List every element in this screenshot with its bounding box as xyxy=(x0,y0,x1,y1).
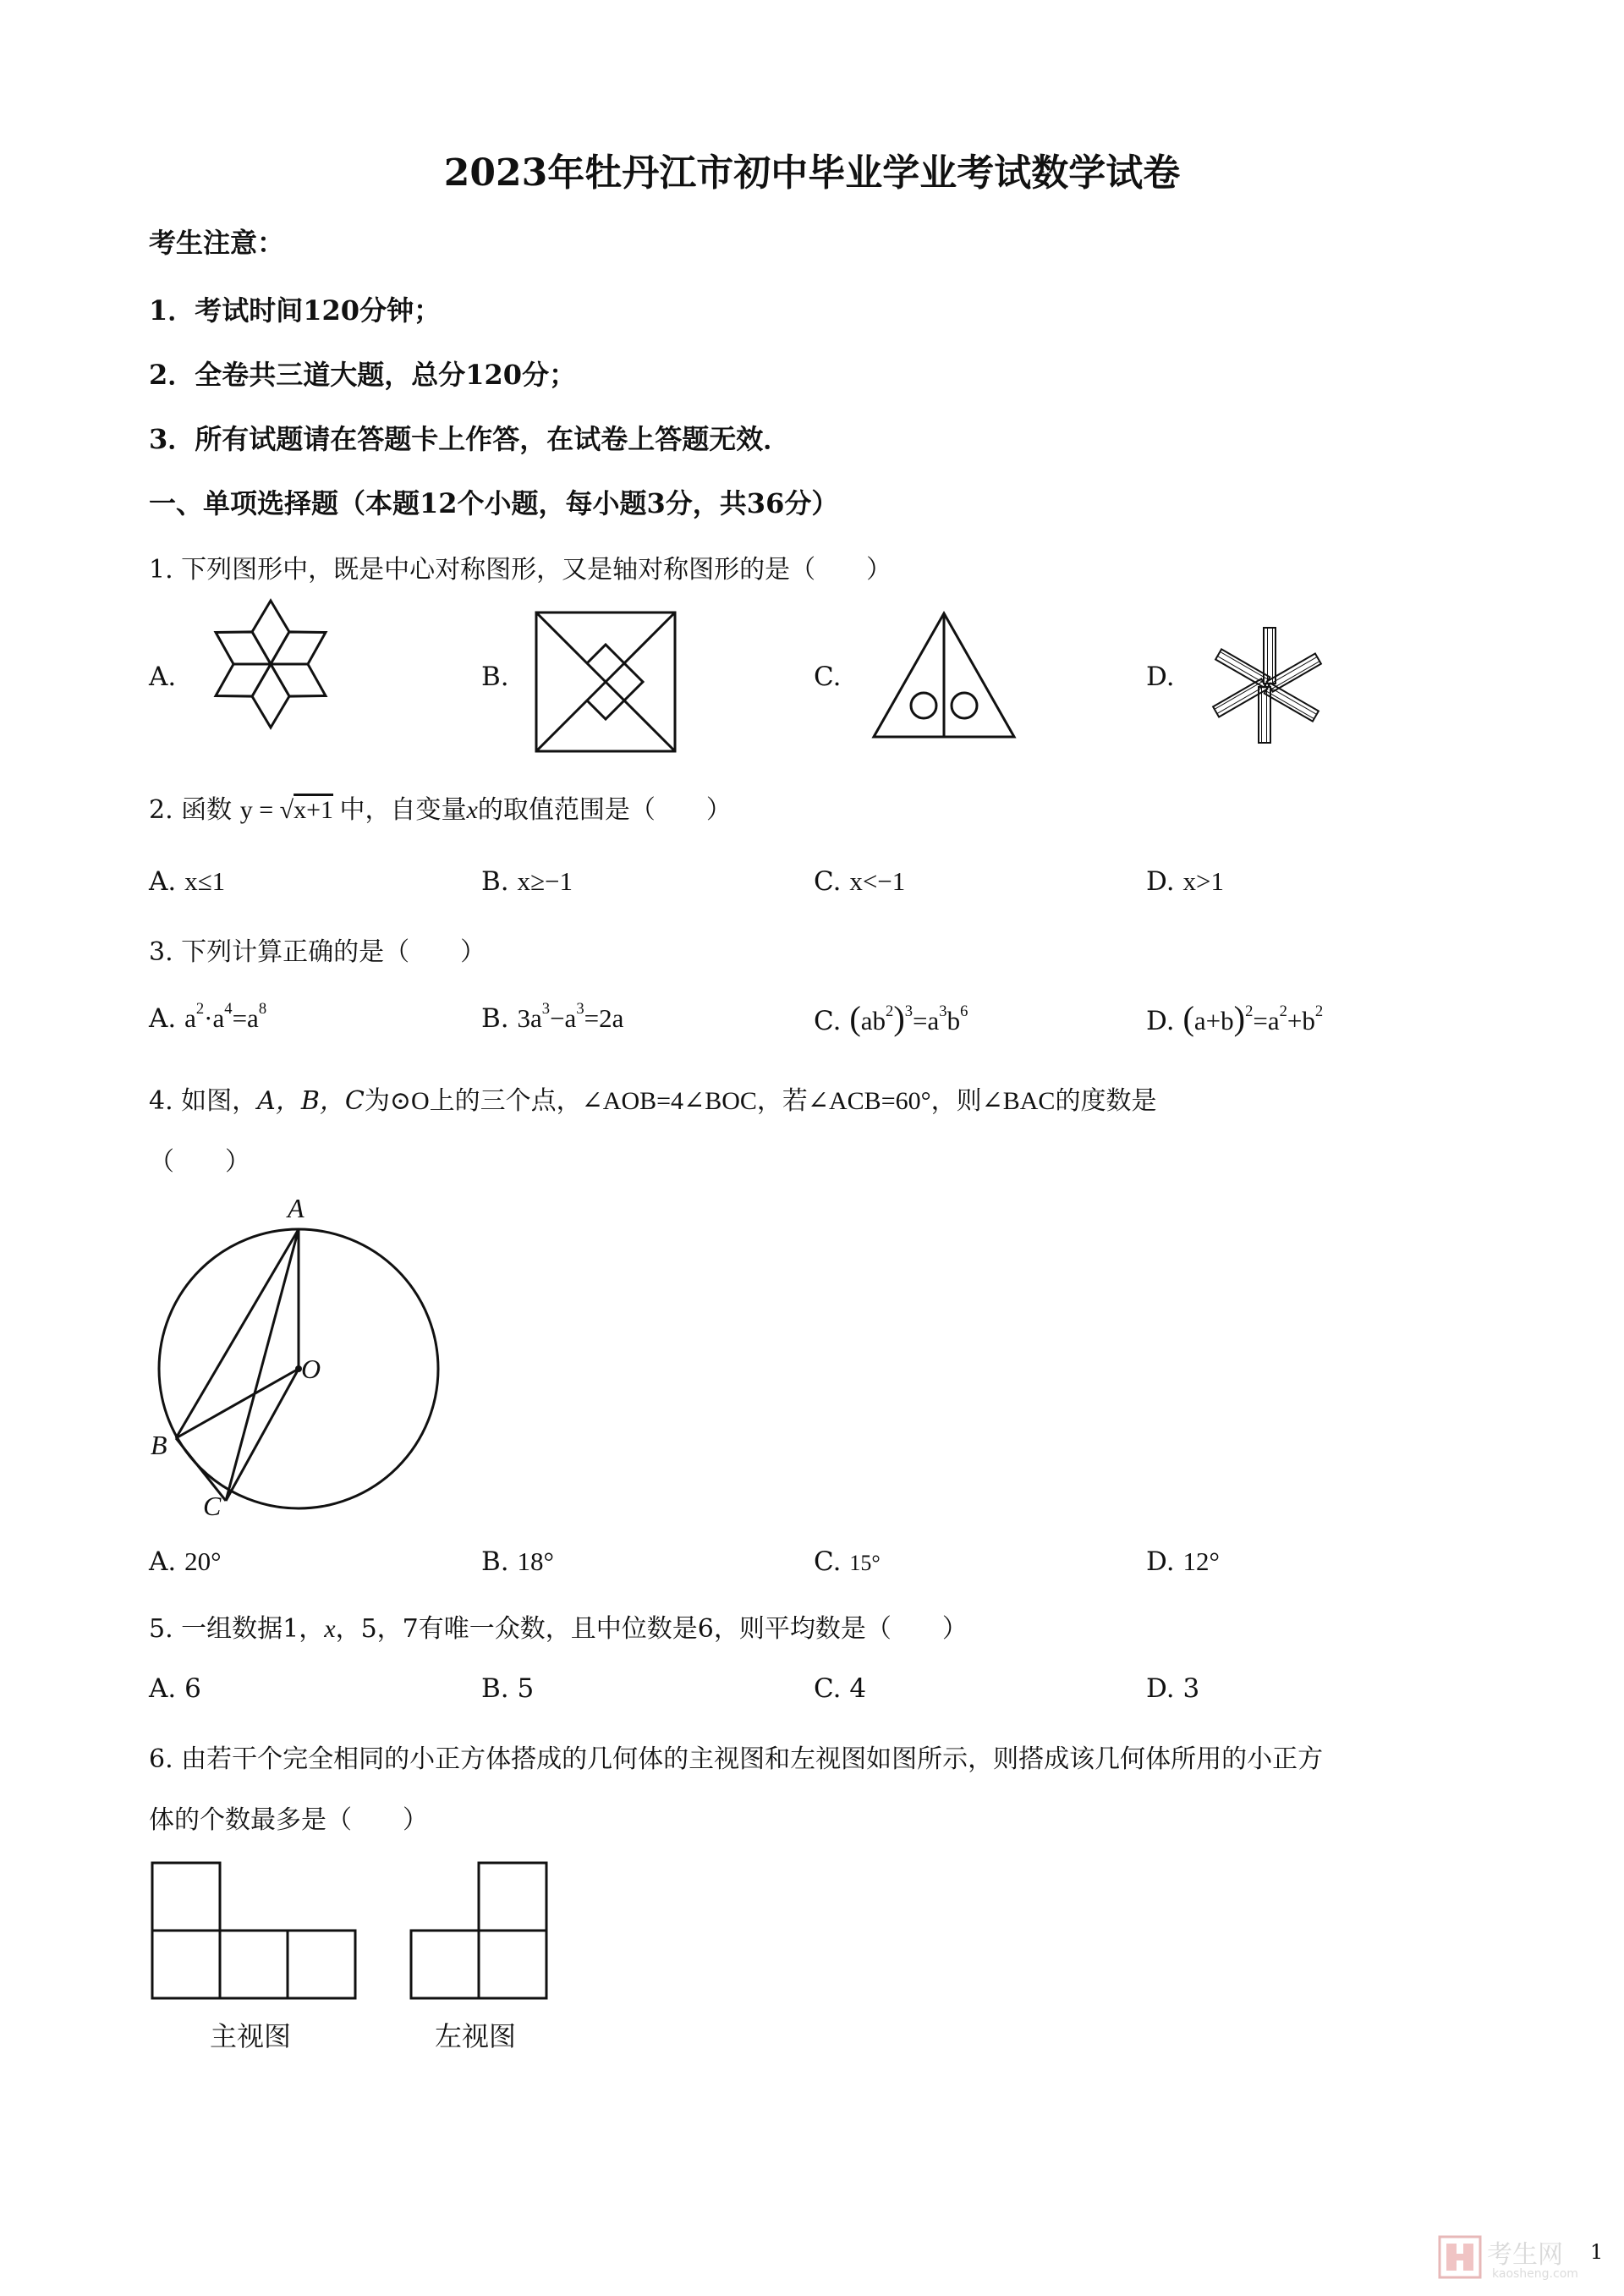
page-number: 1 xyxy=(1590,2240,1604,2264)
watermark-brand: 考生网 xyxy=(1487,2240,1563,2270)
watermark-site: kaosheng.com xyxy=(1492,2267,1578,2281)
q3-option-c: C. $(ab^2)^3=a^3b^6$ xyxy=(814,999,968,1037)
q4-option-c: C. 15° xyxy=(814,1546,881,1577)
notice-heading: 考生注意： xyxy=(149,227,285,259)
q1-stem: 1. 下列图形中，既是中心对称图形，又是轴对称图形的是（ ） xyxy=(149,555,892,585)
q1-label-c: C. xyxy=(814,662,842,692)
q3-option-b: B. $3a^3-a^3=2a$ xyxy=(481,1000,624,1034)
q4-label-b: B xyxy=(151,1430,167,1460)
q5-option-b: B. 5 xyxy=(481,1673,535,1704)
q2-formula-radicand: x+1 xyxy=(294,796,334,824)
exam-title: 2023年牡丹江市初中毕业学业考试数学试卷 xyxy=(443,151,1181,195)
q4-label-a: A xyxy=(288,1193,304,1223)
q6-front-view xyxy=(151,1861,357,2000)
watermark-logo-icon xyxy=(1438,2235,1482,2279)
q1-label-a: A. xyxy=(149,662,177,692)
q4-figure xyxy=(144,1201,457,1531)
q2-option-c: C. x<−1 xyxy=(814,866,906,897)
notice-item-2: 2．全卷共三道大题，总分120分； xyxy=(149,359,577,391)
q5-option-c: C. 4 xyxy=(814,1673,867,1704)
q2-formula-eq: = xyxy=(259,796,274,824)
q2-stem-prefix: 2. 函数 xyxy=(149,795,233,825)
q4-label-c: C xyxy=(203,1491,222,1521)
notice-item-3: 3．所有试题请在答题卡上作答，在试卷上答题无效． xyxy=(149,423,791,455)
q6-stem-line-2: 体的个数最多是（ ） xyxy=(149,1805,428,1835)
q6-caption-front: 主视图 xyxy=(210,2020,292,2052)
q4-stem: 4. 如图，A，B，C为⊙O上的三个点，∠AOB=4∠BOC，若∠ACB=60°，则∠BAC的度数是 xyxy=(149,1086,1157,1116)
q3-option-d: D. $(a+b)^2=a^2+b^2$ xyxy=(1146,999,1324,1037)
q2-option-d: D. x>1 xyxy=(1146,866,1224,897)
q2-var: x xyxy=(466,796,478,824)
q4-option-b: B. 18° xyxy=(481,1546,554,1577)
q4-option-d: D. 12° xyxy=(1146,1546,1220,1577)
q1-figure-a xyxy=(201,601,340,728)
q2-stem xyxy=(149,788,732,826)
q5-stem: 5. 一组数据1，x，5，7有唯一众数，且中位数是6，则平均数是（ ） xyxy=(149,1614,968,1644)
q1-label-b: B. xyxy=(481,662,509,692)
q1-figure-c xyxy=(871,611,1017,739)
section-heading: 一、单项选择题（本题12个小题，每小题3分，共36分） xyxy=(149,487,839,519)
q2-stem-mid: 中，自变量 xyxy=(339,795,467,825)
q6-left-view xyxy=(409,1861,548,2000)
q1-figure-d xyxy=(1208,626,1326,744)
q1-figure-b xyxy=(535,611,677,753)
q2-formula-y: y xyxy=(239,796,253,824)
q5-option-d: D. 3 xyxy=(1146,1673,1200,1704)
q6-caption-left: 左视图 xyxy=(435,2020,517,2052)
notice-item-1: 1．考试时间120分钟； xyxy=(149,294,442,327)
q2-option-b: B. x≥−1 xyxy=(481,866,573,897)
q2-stem-suffix: 的取值范围是（ ） xyxy=(477,795,732,825)
q6-stem-line-1: 6. 由若干个完全相同的小正方体搭成的几何体的主视图和左视图如图所示，则搭成该几何体所用的小正方 xyxy=(149,1744,1324,1774)
q4-option-a: A. 20° xyxy=(149,1546,222,1577)
q1-label-d: D. xyxy=(1146,662,1175,692)
q2-formula xyxy=(240,796,340,824)
q5-option-a: A. 6 xyxy=(149,1673,201,1704)
q3-option-a: A. $a^2\cdot a^4=a^8$ xyxy=(149,1000,267,1034)
q2-sqrt-sign: √ xyxy=(279,796,294,824)
q4-paren: （ ） xyxy=(149,1147,250,1177)
q3-stem: 3. 下列计算正确的是（ ） xyxy=(149,937,486,967)
q4-label-o: O xyxy=(301,1354,321,1384)
q2-option-a: A. x≤1 xyxy=(149,866,226,897)
